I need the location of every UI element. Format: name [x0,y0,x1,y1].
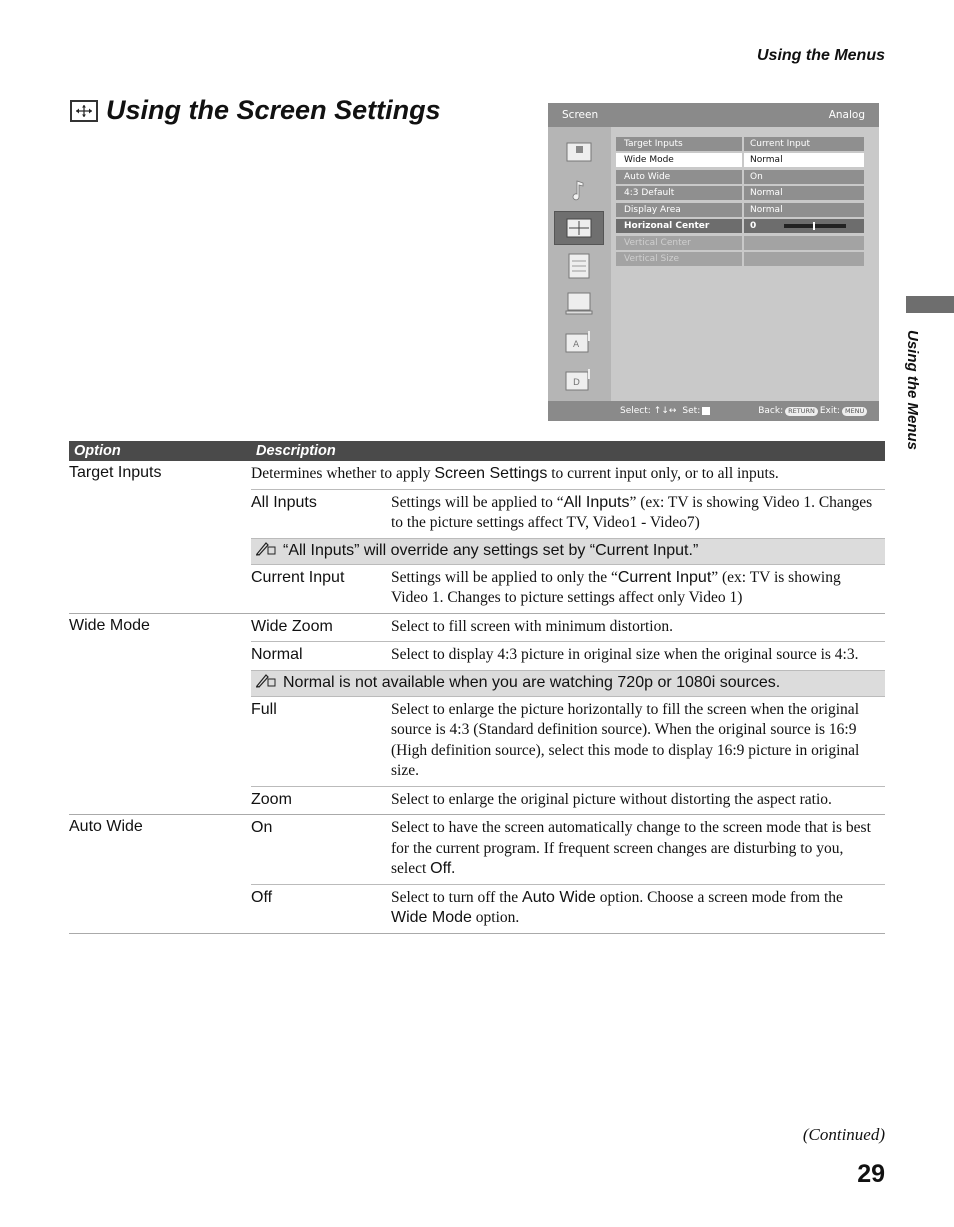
table-row [251,815,885,885]
osd-horizontal-center-value: 0 [750,221,757,231]
osd-exit-label: Exit: [819,406,840,416]
svg-text:A: A [573,340,580,350]
title-block [70,95,441,126]
table-row [251,697,885,787]
slider-knob[interactable] [813,222,815,230]
osd-set-label: Set: [682,406,701,416]
group-auto-wide [69,815,885,934]
option-target-inputs: Target Inputs [69,464,162,481]
side-tab-label: Using the Menus [904,330,921,451]
running-head: Using the Menus [756,47,885,64]
zoom-description: Select to enlarge the original picture without distorting the aspect ratio. [391,790,832,808]
osd-row-vertical-size[interactable]: Vertical Size [616,252,864,266]
note-normal: Normal is not available when you are watching 720p or 1080i sources. [251,671,885,697]
note-all-inputs: “All Inputs” will override any settings set by “Current Input.” [251,539,885,565]
osd-header [548,103,879,127]
continued-note: (Continued) [802,1125,885,1144]
current-input-label: Current Input [251,568,345,586]
table-row [251,565,885,613]
note-pencil-icon [255,672,277,694]
wide-zoom-label: Wide Zoom [251,617,333,635]
current-input-description: Settings will be applied to only the “Current Input” (ex: TV is showing Video 1. Changes to picture settings affect only Video 1) [391,568,841,606]
horizontal-center-slider[interactable] [784,224,846,228]
zoom-label: Zoom [251,790,292,808]
osd-row-43-default[interactable]: 4:3 Default Normal [616,186,864,200]
osd-row-vertical-center[interactable]: Vertical Center [616,236,864,250]
osd-footer [548,401,879,421]
osd-settings-list [611,127,879,401]
channel-icon [554,249,604,283]
table-row [251,642,885,671]
osd-header-source: Analog [828,109,865,121]
group-target-inputs [69,461,885,614]
osd-row-horizontal-center[interactable]: Horizonal Center 0 [616,219,864,233]
svg-text:D: D [573,378,580,388]
option-auto-wide: Auto Wide [69,818,143,835]
screen-icon [554,211,604,245]
off-description: Select to turn off the Auto Wide option. Choose a screen mode from the Wide Mode option. [391,888,843,926]
on-label: On [251,819,273,836]
picture-icon [554,135,604,169]
page-number: 29 [857,1160,885,1188]
table-row [251,787,885,815]
arrow-keys-icon: ↑↓↔ [653,406,677,416]
side-tab-marker [906,296,954,313]
osd-back-label: Back: [758,406,784,416]
note-pencil-icon [255,540,277,562]
osd-row-wide-mode[interactable]: Wide Mode Normal [616,153,864,167]
wide-zoom-description: Select to fill screen with minimum distortion. [391,617,673,635]
normal-label: Normal [251,646,303,663]
osd-screen-menu [548,103,879,421]
page-title: Using the Screen Settings [106,95,441,125]
on-description: Select to have the screen automatically change to the screen mode that is best for the current program. If frequent screen changes are disturbing to you, select Off. [391,819,871,877]
osd-row-display-area[interactable]: Display Area Normal [616,203,864,217]
off-label: Off [251,888,273,906]
pc-icon [554,287,604,321]
all-inputs-description: Settings will be applied to “All Inputs” (ex: TV is showing Video 1. Changes to the picture settings affect TV, Video1 - Video7) [391,493,873,531]
osd-select-label: Select: [620,406,651,416]
sound-icon [554,173,604,207]
return-key-icon: RETURN [785,407,818,416]
full-label: Full [251,700,277,718]
table-row [251,614,885,643]
all-inputs-label: All Inputs [251,493,317,511]
header-option: Option [74,443,121,459]
screen-settings-icon [70,100,98,122]
screen-settings-table [69,441,885,934]
parental-lock-analog-icon [554,325,604,359]
option-wide-mode: Wide Mode [69,616,150,634]
table-header [69,441,885,461]
enter-key-icon [702,407,710,415]
parental-lock-digital-icon [554,363,604,397]
group-wide-mode [69,614,885,816]
osd-row-auto-wide[interactable]: Auto Wide On [616,170,864,184]
osd-sidebar [548,127,611,401]
table-row [251,885,885,933]
full-description: Select to enlarge the picture horizontally to fill the screen when the original source is 4:3 (Standard definition source). When the original source is 16:9 (High definition source), select this mode to display 16:9 picture in original size. [391,700,860,779]
target-inputs-intro: Determines whether to apply Screen Settings to current input only, or to all inputs. [251,461,885,490]
table-row [251,490,885,539]
osd-header-title: Screen [562,109,599,121]
menu-key-icon: MENU [842,407,867,416]
normal-description: Select to display 4:3 picture in original size when the original source is 4:3. [391,646,859,663]
header-description: Description [256,443,336,459]
osd-row-target-inputs[interactable]: Target Inputs Current Input [616,137,864,151]
